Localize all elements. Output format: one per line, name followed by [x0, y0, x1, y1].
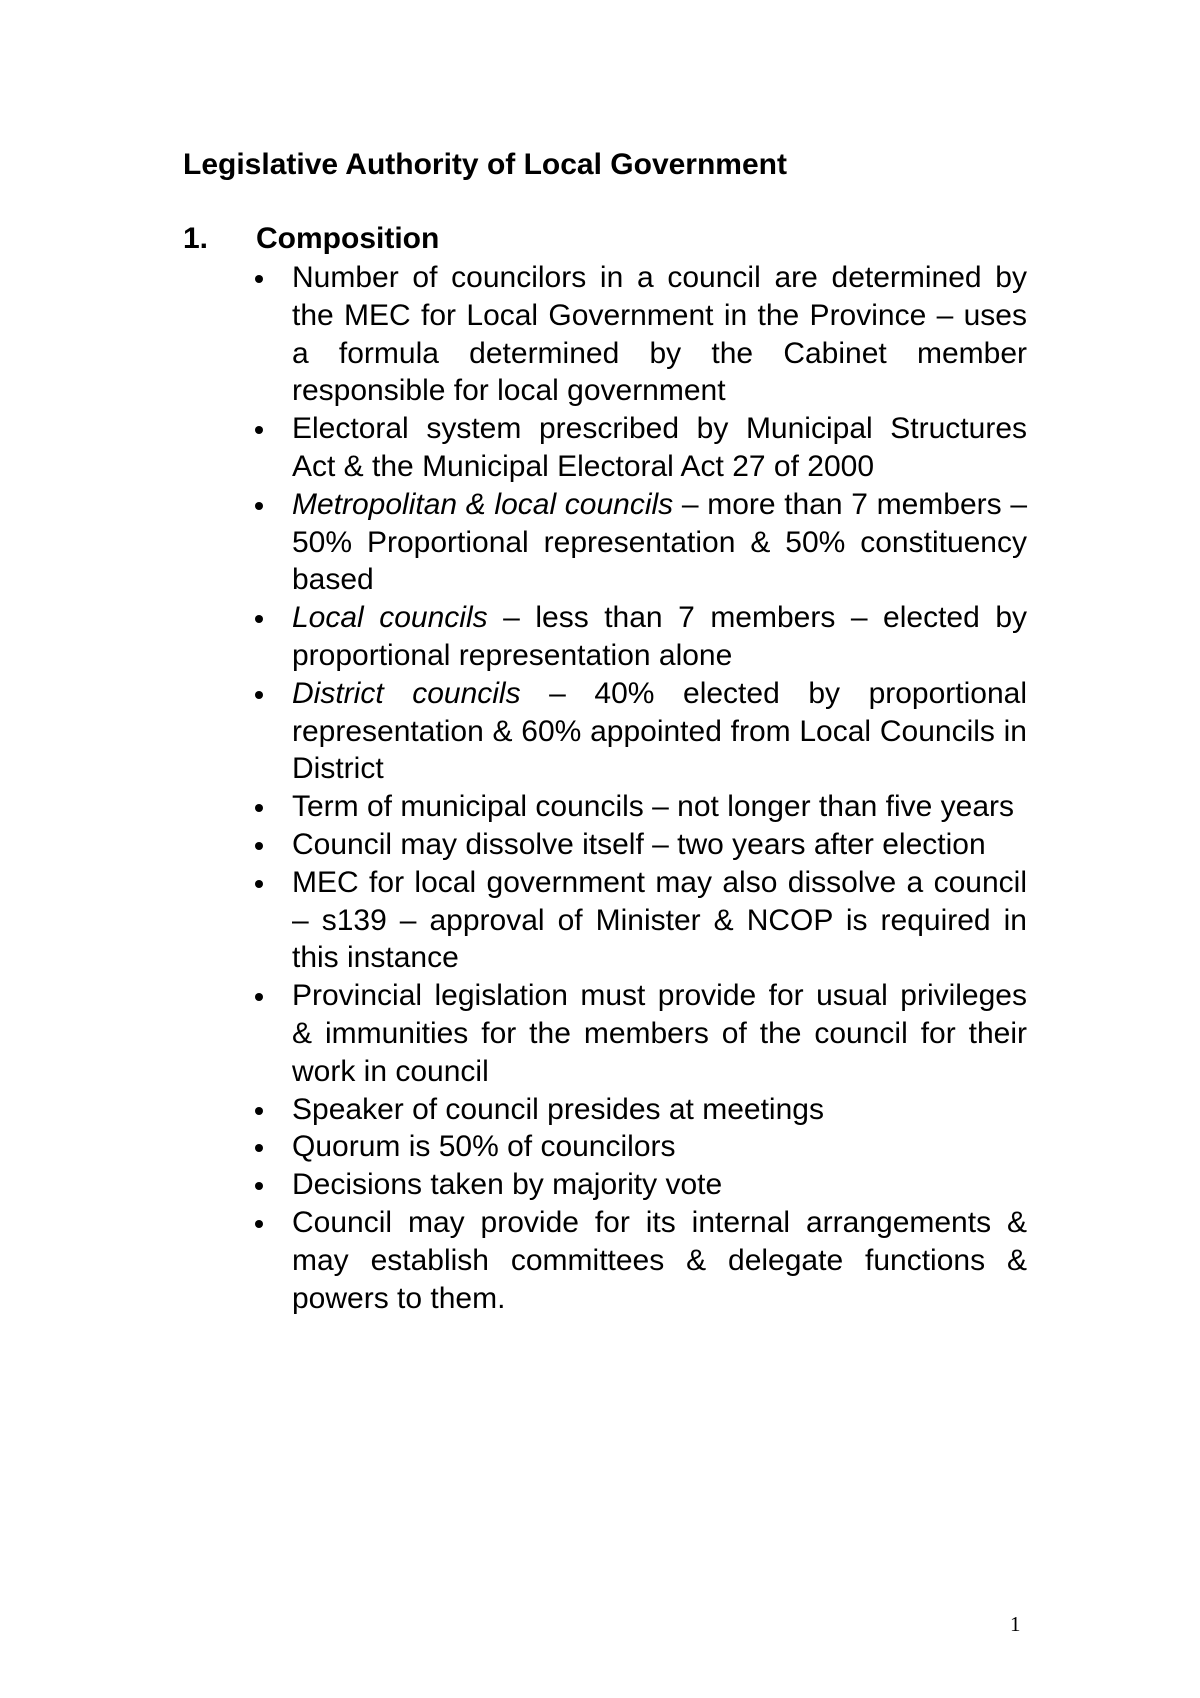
bullet-item-mec-dissolve-council: [292, 864, 1027, 977]
page-number: 1: [1010, 1612, 1021, 1636]
bullet-item-council-dissolve-itself: [292, 826, 1027, 864]
bullet-icon: [255, 993, 263, 1001]
bullet-lead-text: Local councils: [292, 601, 488, 635]
bullet-item-number-of-councilors: [292, 259, 1027, 410]
bullet-text: MEC for local government may also dissolve a council – s139 – approval of Minister & NCOP is required in this instance: [292, 865, 1027, 975]
bullet-item-quorum: [292, 1128, 1027, 1166]
bullet-icon: [255, 502, 263, 510]
bullet-icon: [255, 842, 263, 850]
bullet-icon: [255, 275, 263, 283]
section-heading: [183, 220, 439, 258]
bullet-text: – more than 7 members – 50% Proportional representation & 50% constituency based: [292, 487, 1028, 597]
bullet-icon: [255, 804, 263, 812]
bullet-icon: [255, 1107, 263, 1115]
bullet-item-electoral-system: [292, 410, 1027, 486]
bullet-item-decisions: [292, 1166, 1027, 1204]
bullet-lead-text: Metropolitan & local councils: [292, 487, 674, 521]
bullet-item-internal-arrangements: [292, 1204, 1027, 1317]
bullet-icon: [255, 1220, 263, 1228]
bullet-text: Electoral system prescribed by Municipal Structures Act & the Municipal Electoral Act 27 of 2000: [292, 412, 1027, 483]
document-title: Legislative Authority of Local Government: [183, 148, 787, 181]
section-title: Composition: [256, 222, 440, 255]
bullet-item-provincial-legislation: [292, 977, 1027, 1090]
bullet-text: Council may provide for its internal arrangements & may establish committees & delegate functions & powers to them.: [292, 1205, 1027, 1315]
bullet-icon: [255, 880, 263, 888]
bullet-text: – 40% elected by proportional representation & 60% appointed from Local Councils in District: [292, 676, 1028, 786]
bullet-text: Decisions taken by majority vote: [292, 1168, 723, 1202]
bullet-text: Provincial legislation must provide for usual privileges & immunities for the members of the council for their work in council: [292, 979, 1027, 1088]
bullet-icon: [255, 426, 263, 434]
bullet-item-district-councils: [292, 675, 1027, 788]
bullet-item-local-councils: [292, 599, 1027, 675]
bullet-text: Speaker of council presides at meetings: [292, 1092, 824, 1126]
section-number: 1.: [183, 222, 209, 255]
bullet-icon: [255, 615, 263, 623]
bullet-item-metropolitan-local-councils: [292, 486, 1027, 599]
bullet-lead-text: District councils: [292, 676, 521, 710]
bullet-text: Quorum is 50% of councilors: [292, 1130, 676, 1164]
bullet-text: Term of municipal councils – not longer than five years: [292, 790, 1015, 824]
bullet-icon: [255, 691, 263, 699]
bullet-text: Council may dissolve itself – two years after election: [292, 827, 986, 861]
bullet-item-speaker: [292, 1091, 1027, 1129]
bullet-icon: [255, 1182, 263, 1190]
bullet-text: Number of councilors in a council are determined by the MEC for Local Government in the Province – uses a formula determined by the Cabinet member responsible for local government: [292, 261, 1027, 408]
bullet-icon: [255, 1144, 263, 1152]
composition-bullet-list: [292, 259, 1027, 1317]
bullet-text: – less than 7 members – elected by proportional representation alone: [292, 601, 1028, 672]
bullet-item-term-of-councils: [292, 788, 1027, 826]
